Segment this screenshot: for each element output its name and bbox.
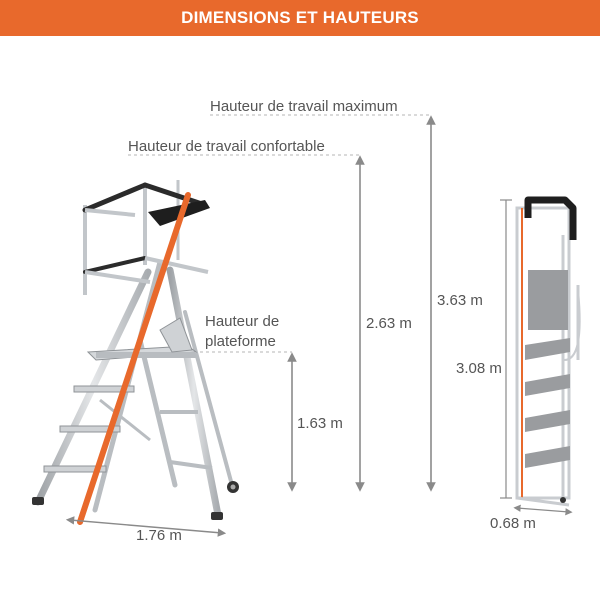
- max-height-value: 3.63 m: [437, 292, 483, 309]
- platform-height-value: 1.63 m: [297, 415, 343, 432]
- max-working-height-reference: [210, 98, 430, 115]
- comfortable-working-height-label: Hauteur de travail confortable: [128, 138, 325, 155]
- platform-height-label-line2: plateforme: [205, 333, 276, 350]
- banner-title: DIMENSIONS ET HAUTEURS: [181, 8, 419, 27]
- platform-height-reference: [200, 313, 292, 352]
- platform-ladder-illustration: [32, 180, 239, 522]
- comfortable-height-value: 2.63 m: [366, 315, 412, 332]
- comfortable-working-height-reference: [128, 138, 360, 155]
- platform-height-label-line1: Hauteur de: [205, 313, 280, 330]
- base-length-value: 1.76 m: [136, 527, 182, 544]
- folded-ladder-illustration: [517, 200, 580, 505]
- folded-height-value: 3.08 m: [456, 360, 502, 377]
- folded-depth-value: 0.68 m: [490, 515, 536, 532]
- max-working-height-label: Hauteur de travail maximum: [210, 98, 398, 115]
- folded-depth-dimension-arrow: [517, 508, 569, 512]
